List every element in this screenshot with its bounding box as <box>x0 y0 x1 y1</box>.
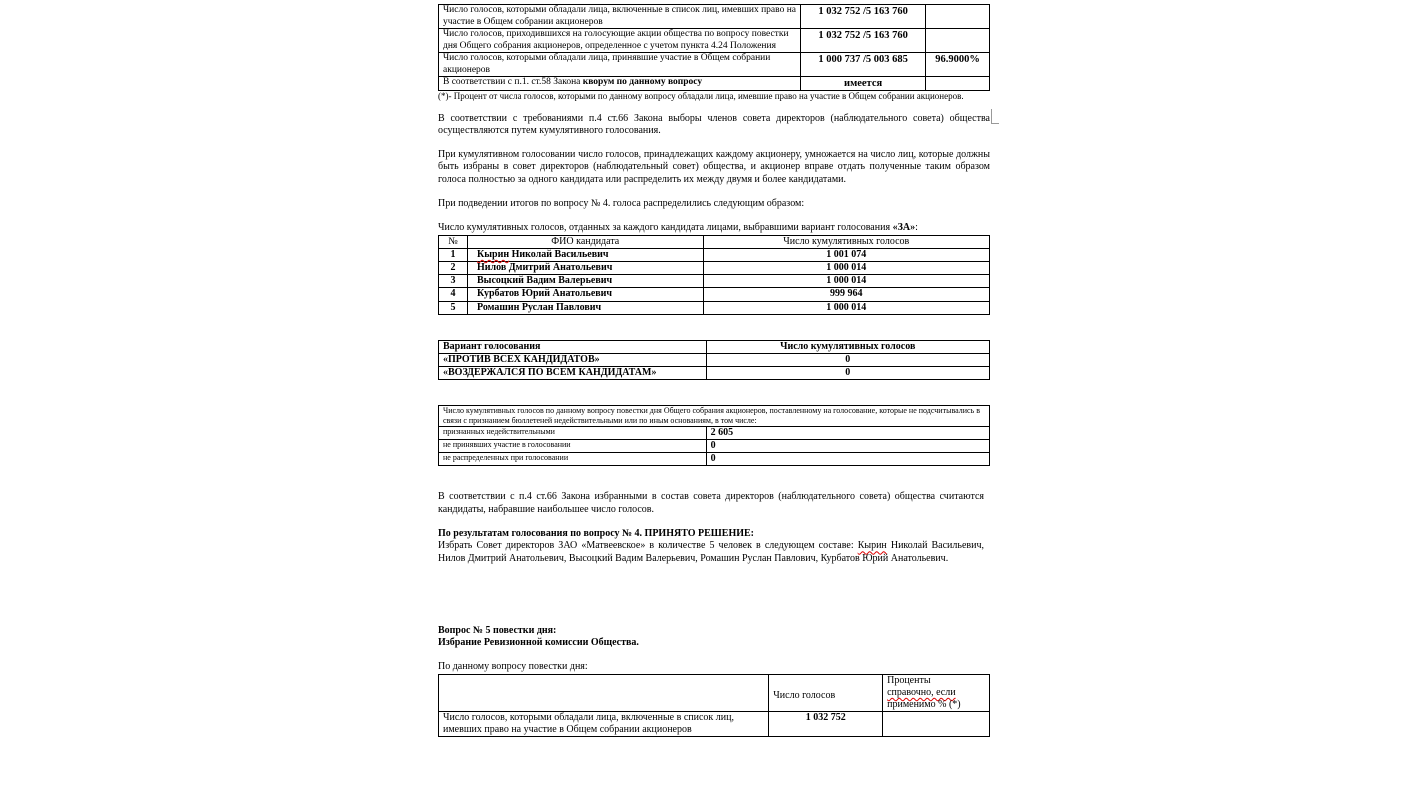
candidate-name: Ромашин Руслан Павлович <box>467 301 703 314</box>
row-label: Число голосов, приходившихся на голосующие акции общества по вопросу повестки дня Общего собрания акционеров, определенное с учетом пункта 4.24 Положения <box>439 29 801 53</box>
table-row <box>439 427 990 440</box>
candidates-table <box>438 235 990 315</box>
candidate-name-spellcheck: Кырин <box>476 248 510 260</box>
header-votes: Число голосов <box>769 674 883 711</box>
candidates-intro-text: Число кумулятивных голосов, отданных за каждого кандидата лицами, выбравшими вариант голосования <box>438 222 893 234</box>
table-row <box>439 367 990 380</box>
table-row <box>439 248 990 261</box>
invalid-votes-table <box>438 405 990 466</box>
q5-table <box>438 674 990 737</box>
candidate-votes: 1 000 014 <box>703 275 989 288</box>
table-row <box>439 5 990 29</box>
header-percent-a: Проценты <box>887 674 931 686</box>
candidate-num: 1 <box>439 248 468 261</box>
header-variant: Вариант голосования <box>439 340 707 353</box>
table-row <box>439 29 990 53</box>
variant-label: «ПРОТИВ ВСЕХ КАНДИДАТОВ» <box>439 354 707 367</box>
candidate-num: 3 <box>439 275 468 288</box>
header-votes: Число кумулятивных голосов <box>703 235 989 248</box>
invalid-value: 0 <box>706 440 989 453</box>
candidate-votes: 1 000 014 <box>703 261 989 274</box>
table-row <box>439 440 990 453</box>
invalid-header: Число кумулятивных голосов по данному вопросу повестки дня Общего собрания акционеров, поставленному на голосование, которые не подсчитывались в связи с признанием бюллетеней недействительными или по иным основаниям, в том числе: <box>439 406 990 427</box>
paragraph-cumulative: В соответствии с требованиями п.4 ст.66 Закона выборы членов совета директоров (наблюдательного совета) общества осуществляются путем кумулятивного голосования. <box>438 112 990 136</box>
paragraph-elected: В соответствии с п.4 ст.66 Закона избранными в состав совета директоров (наблюдательного совета) общества считаются кандидаты, набравшие наибольшее число голосов. <box>438 491 984 515</box>
candidates-intro-end: : <box>915 222 918 234</box>
row-label: Число голосов, которыми обладали лица, принявшие участие в Общем собрании акционеров <box>439 53 801 77</box>
quorum-table <box>438 4 990 91</box>
decision-text-spellcheck: Кырин <box>857 540 887 552</box>
table-row <box>439 261 990 274</box>
table-header-row <box>439 674 990 711</box>
table-row <box>439 53 990 77</box>
candidate-votes: 999 964 <box>703 288 989 301</box>
variant-votes: 0 <box>706 367 989 380</box>
percent-cell <box>926 5 990 29</box>
candidate-votes: 1 000 014 <box>703 301 989 314</box>
candidate-num: 5 <box>439 301 468 314</box>
paragraph-results-intro: При подведении итогов по вопросу № 4. голоса распределились следующим образом: <box>438 197 805 209</box>
decision-text <box>438 540 984 565</box>
invalid-value: 0 <box>706 453 989 466</box>
table-row <box>439 275 990 288</box>
percent-cell: 96.9000% <box>926 53 990 77</box>
table-header-row <box>439 235 990 248</box>
votes-cell: 1 032 752 /5 163 760 <box>801 29 926 53</box>
variants-table <box>438 340 990 381</box>
paragraph-cumulative-rules: При кумулятивном голосовании число голосов, принадлежащих каждому акционеру, умножается на число лиц, которые должны быть избраны в совет директоров (наблюдательный совет) общества, и акционер вправе отдать полученные таким образом голоса полностью за одного кандидата или распределить их между двумя и более кандидатами. <box>438 149 990 185</box>
table-header-row <box>439 340 990 353</box>
percent-cell <box>926 29 990 53</box>
header-percent-spellcheck: справочно, если <box>887 686 956 698</box>
candidates-intro-bold: «ЗА» <box>892 222 916 234</box>
header-name: ФИО кандидата <box>467 235 703 248</box>
header-votes: Число кумулятивных голосов <box>706 340 989 353</box>
candidates-intro <box>438 222 990 234</box>
header-percent <box>883 674 990 711</box>
votes-cell: 1 032 752 /5 163 760 <box>801 5 926 29</box>
quorum-value: имеется <box>801 77 926 91</box>
candidate-name-rest: Николай Васильевич <box>509 248 609 260</box>
votes-cell: 1 000 737 /5 003 685 <box>801 53 926 77</box>
row-label: Число голосов, которыми обладали лица, включенные в список лиц, имевших право на участие в Общем собрании акционеров <box>439 711 769 736</box>
table-row <box>439 288 990 301</box>
candidate-name: Высоцкий Вадим Валерьевич <box>467 275 703 288</box>
candidate-num: 4 <box>439 288 468 301</box>
candidate-name <box>467 248 703 261</box>
table-header-row <box>439 406 990 427</box>
decision-title: По результатам голосования по вопросу № 4. ПРИНЯТО РЕШЕНИЕ: <box>438 528 755 539</box>
table-row <box>439 711 990 736</box>
margin-marker <box>991 109 999 124</box>
quorum-row <box>439 77 990 91</box>
invalid-label: не распределенных при голосовании <box>439 453 707 466</box>
variant-label: «ВОЗДЕРЖАЛСЯ ПО ВСЕМ КАНДИДАТАМ» <box>439 367 707 380</box>
header-percent-b: применимо % (*) <box>887 698 961 710</box>
table-row <box>439 301 990 314</box>
empty-cell <box>439 674 769 711</box>
document-body <box>438 4 990 737</box>
footnote: (*)- Процент от числа голосов, которыми по данному вопросу обладали лица, имевшие право на участие в Общем собрании акционеров. <box>438 90 964 101</box>
decision-text-a: Избрать Совет директоров ЗАО «Матвеевское» в количестве 5 человек в следующем составе: <box>438 540 858 552</box>
empty-cell <box>926 77 990 91</box>
q5-title: Вопрос № 5 повестки дня: <box>438 624 557 636</box>
table-row <box>439 453 990 466</box>
candidate-name: Курбатов Юрий Анатольевич <box>467 288 703 301</box>
invalid-value: 2 605 <box>706 427 989 440</box>
q5-subtitle: Избрание Ревизионной комиссии Общества. <box>438 637 639 649</box>
candidate-name: Нилов Дмитрий Анатольевич <box>467 261 703 274</box>
header-num: № <box>439 235 468 248</box>
row-label: Число голосов, которыми обладали лица, включенные в список лиц, имевших право на участие в Общем собрании акционеров <box>439 5 801 29</box>
percent-cell <box>883 711 990 736</box>
variant-votes: 0 <box>706 354 989 367</box>
quorum-prefix: В соответствии с п.1. ст.58 Закона <box>443 77 583 87</box>
quorum-bold: кворум по данному вопросу <box>582 77 703 87</box>
decision-text-b: Николай Васильевич, Нилов Дмитрий Анатольевич, Высоцкий Вадим Валерьевич, Ромашин Руслан Павлович, Курбатов Юрий Анатольевич. <box>438 540 984 564</box>
invalid-label: признанных недействительными <box>439 427 707 440</box>
table-row <box>439 354 990 367</box>
quorum-label <box>439 77 801 91</box>
q5-intro: По данному вопросу повестки дня: <box>438 661 588 673</box>
votes-cell: 1 032 752 <box>769 711 883 736</box>
candidate-votes: 1 001 074 <box>703 248 989 261</box>
candidate-num: 2 <box>439 261 468 274</box>
invalid-label: не принявших участие в голосовании <box>439 440 707 453</box>
